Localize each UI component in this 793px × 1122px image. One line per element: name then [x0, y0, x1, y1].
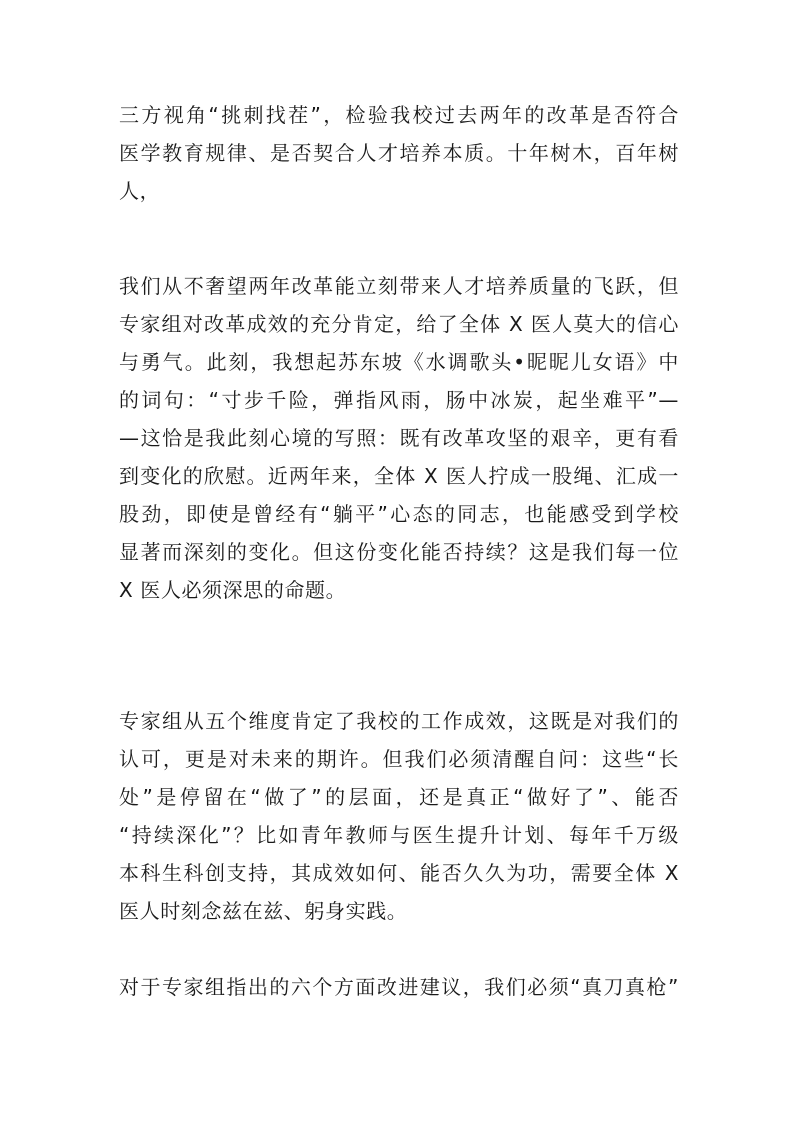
text-line: 处”是停留在“做了”的层面，还是真正“做好了”、能否 [119, 785, 679, 809]
text-line: 认可，更是对未来的期许。但我们必须清醒自问：这些“长 [119, 747, 679, 771]
text-line: 与勇气。此刻，我想起苏东坡《水调歌头•昵昵儿女语》中 [119, 350, 679, 374]
text-line: 专家组对改革成效的充分肯定，给了全体 X 医人莫大的信心 [119, 312, 679, 336]
paragraph-1 [119, 96, 679, 210]
text-line: 对于专家组指出的六个方面改进建议，我们必须“真刀真枪” [119, 975, 679, 999]
text-line: 三方视角“挑刺找茬”，检验我校过去两年的改革是否符合 [119, 103, 679, 127]
paragraph-4 [119, 968, 679, 1006]
paragraph-2 [119, 267, 679, 609]
text-line: 人， [119, 179, 161, 203]
text-line: 股劲，即使是曾经有“躺平”心态的同志，也能感受到学校 [119, 502, 679, 526]
text-line: —这恰是我此刻心境的写照：既有改革攻坚的艰辛，更有看 [119, 426, 679, 450]
paragraph-3 [119, 702, 679, 930]
text-line: 医学教育规律、是否契合人才培养本质。十年树木，百年树 [119, 141, 679, 165]
text-line: 到变化的欣慰。近两年来，全体 X 医人拧成一股绳、汇成一 [119, 464, 679, 488]
text-line: 显著而深刻的变化。但这份变化能否持续？这是我们每一位 [119, 540, 679, 564]
text-line: “持续深化”？比如青年教师与医生提升计划、每年千万级 [119, 823, 679, 847]
text-line: 的词句：“寸步千险，弹指风雨，肠中冰炭，起坐难平”— [119, 388, 679, 412]
text-line: 我们从不奢望两年改革能立刻带来人才培养质量的飞跃，但 [119, 274, 679, 298]
text-line: 专家组从五个维度肯定了我校的工作成效，这既是对我们的 [119, 709, 679, 733]
text-line: X 医人必须深思的命题。 [119, 578, 347, 602]
text-line: 医人时刻念兹在兹、躬身实践。 [119, 899, 408, 923]
text-line: 本科生科创支持，其成效如何、能否久久为功，需要全体 X [119, 861, 679, 885]
